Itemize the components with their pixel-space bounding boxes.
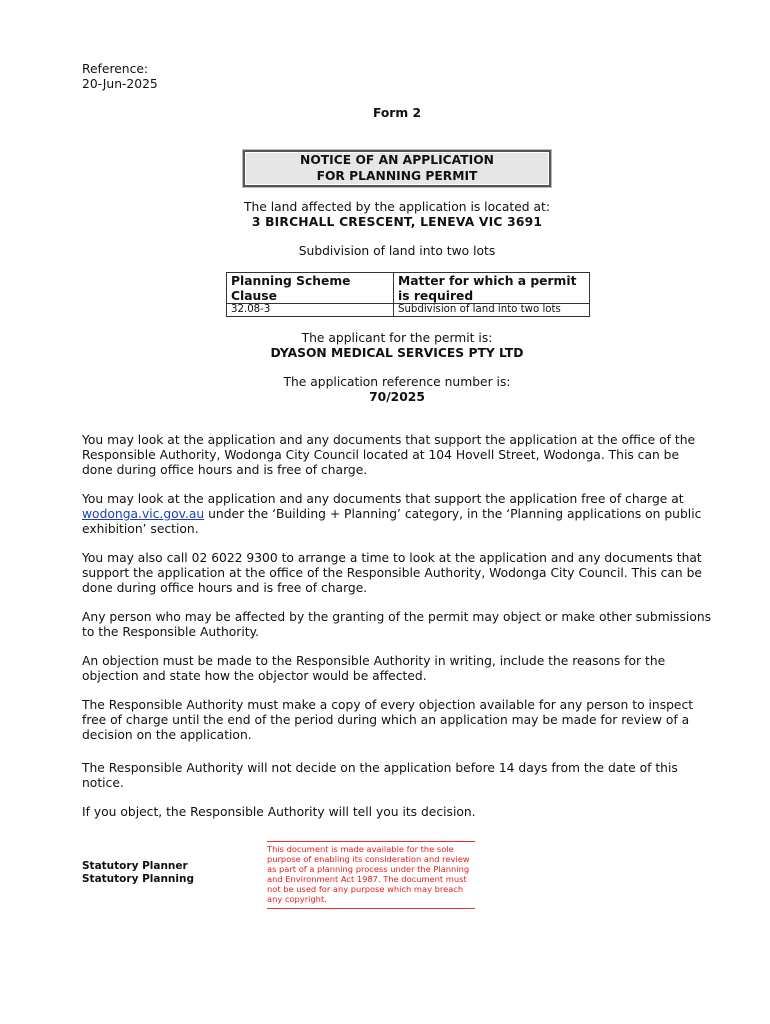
header-planning-scheme-clause: Planning Scheme Clause [227, 273, 394, 304]
paragraph-office-inspection: You may look at the application and any documents that support the application at the office of the Responsible Authority, Wodonga City Council located at 104 Hovell Street, Wodonga. This can be done during office hours and is free of charge. [82, 433, 696, 477]
paragraph-decision-notice: If you object, the Responsible Authority will tell you its decision. [82, 805, 476, 819]
land-address: 3 BIRCHALL CRESCENT, LENEVA VIC 3691 [251, 215, 543, 229]
signature-department: Statutory Planning [82, 873, 194, 885]
application-ref-number: 70/2025 [369, 390, 425, 404]
planning-clause-table [226, 272, 590, 317]
application-ref-intro: The application reference number is: [283, 375, 511, 389]
applicant-intro: The applicant for the permit is: [301, 331, 493, 345]
table-cell-clause: 32.08-3 [227, 304, 394, 317]
applicant-name: DYASON MEDICAL SERVICES PTY LTD [270, 346, 524, 360]
table-header-row [227, 273, 590, 304]
paragraph-online-inspection [82, 492, 712, 537]
reference-label: Reference: [82, 62, 149, 76]
council-website-link[interactable]: wodonga.vic.gov.au [82, 507, 205, 521]
notice-heading-line2: FOR PLANNING PERMIT [316, 168, 478, 183]
reference-block [82, 62, 158, 92]
signature-title: Statutory Planner [82, 860, 188, 872]
land-intro: The land affected by the application is located at: [243, 200, 551, 214]
paragraph-objection-copies: The Responsible Authority must make a copy of every objection available for any person to inspect free of charge until the end of the period during which an application may be made for review of a decision on the application. [82, 698, 694, 742]
reference-date: 20-Jun-2025 [82, 77, 158, 91]
paragraph-decision-timing: The Responsible Authority will not decide on the application before 14 days from the date of this notice. [82, 761, 678, 790]
proposal-description: Subdivision of land into two lots [298, 244, 496, 258]
header-matter-for-permit: Matter for which a permit is required [394, 273, 590, 304]
table-row [227, 304, 590, 317]
paragraph-objection-right: Any person who may be affected by the granting of the permit may object or make other submissions to the Responsible Authority. [82, 610, 712, 639]
paragraph-online-text-before: You may look at the application and any documents that support the application free of charge at [82, 492, 684, 506]
table-cell-matter: Subdivision of land into two lots [394, 304, 590, 317]
paragraph-phone-arrangement: You may also call 02 6022 9300 to arrange a time to look at the application and any documents that support the application at the office of the Responsible Authority, Wodonga City Council. This can be done during office hours and is free of charge. [82, 551, 703, 595]
signature-block [82, 860, 194, 886]
notice-heading-box [243, 150, 551, 187]
notice-heading-line1: NOTICE OF AN APPLICATION [300, 153, 494, 167]
paragraph-objection-requirements: An objection must be made to the Responsible Authority in writing, include the reasons for the objection and state how the objector would be affected. [82, 654, 666, 683]
copyright-disclaimer: This document is made available for the sole purpose of enabling its consideration and review as part of a planning process under the Planning and Environment Act 1987. The document must not be used for any purpose which may breach any copyright. [267, 841, 475, 909]
form-title: Form 2 [372, 106, 422, 120]
paragraph-online-text-after: under the ‘Building + Planning’ category, in the ‘Planning applications on public exhibition’ section. [82, 507, 702, 536]
